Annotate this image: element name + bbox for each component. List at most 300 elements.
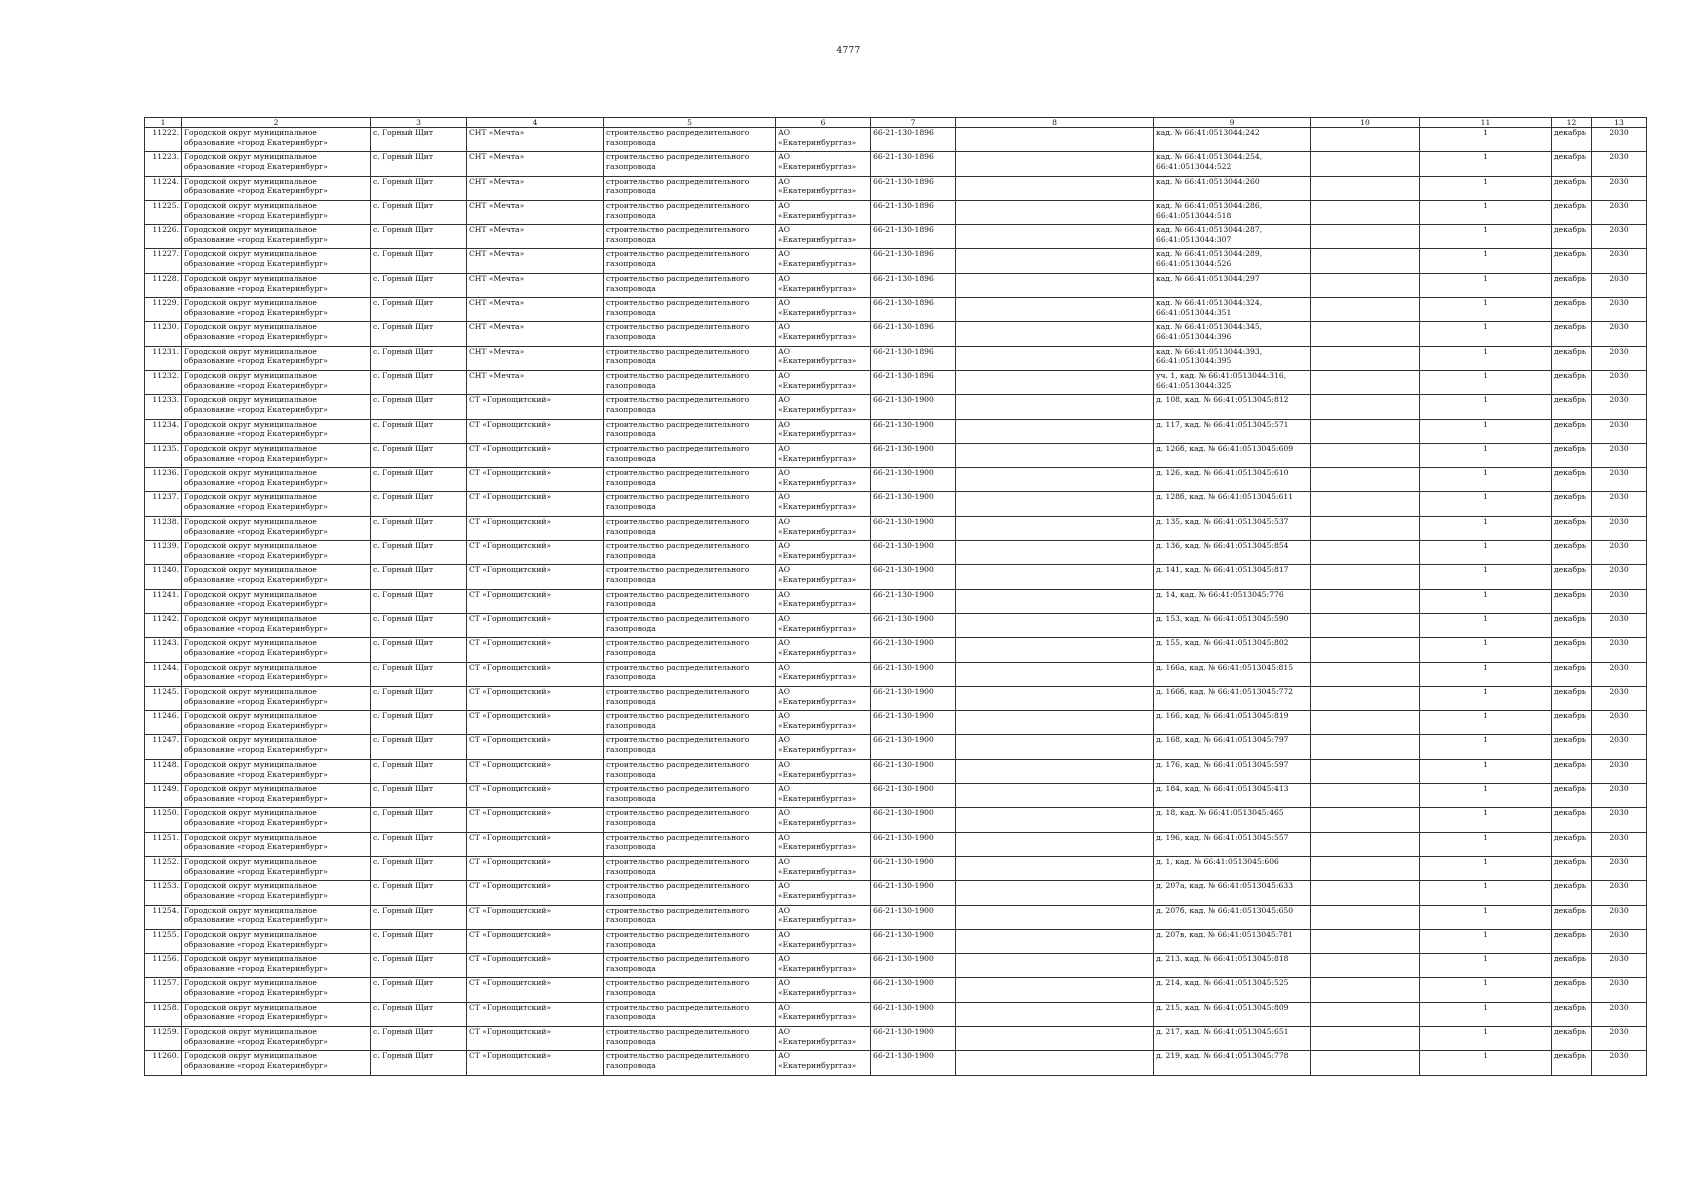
- table-row: [145, 1026, 1647, 1050]
- cell-empty-col-8: [956, 978, 1154, 1002]
- cell-municipality: Городской округ муниципальное образование «город Екатеринбург»: [182, 954, 371, 978]
- cell-cadastral-number: кад. № 66:41:0513044:260: [1154, 176, 1311, 200]
- cell-quantity: 1: [1420, 468, 1552, 492]
- cell-empty-col-10: [1311, 249, 1420, 273]
- cell-cadastral-number: д. 213, кад. № 66:41:0513045:818: [1154, 954, 1311, 978]
- cell-cadastral-number: д. 217, кад. № 66:41:0513045:651: [1154, 1026, 1311, 1050]
- cell-empty-col-8: [956, 954, 1154, 978]
- table-row: [145, 784, 1647, 808]
- cell-work-type: строительство распределительного газопровода: [604, 1026, 776, 1050]
- cell-cadastral-number: д. 219, кад. № 66:41:0513045:778: [1154, 1051, 1311, 1075]
- cell-empty-col-10: [1311, 370, 1420, 394]
- registry-table: [144, 117, 1647, 1076]
- cell-registry-code: 66-21-130-1900: [871, 492, 956, 516]
- cell-row-number: 11231.: [145, 346, 182, 370]
- column-header-work-type: 5: [604, 118, 776, 128]
- cell-month: декабрь: [1552, 225, 1592, 249]
- cell-quantity: 1: [1420, 298, 1552, 322]
- cell-work-type: строительство распределительного газопровода: [604, 905, 776, 929]
- cell-year: 2030: [1592, 298, 1647, 322]
- cell-quantity: 1: [1420, 541, 1552, 565]
- cell-municipality: Городской округ муниципальное образование «город Екатеринбург»: [182, 638, 371, 662]
- cell-empty-col-8: [956, 176, 1154, 200]
- cell-year: 2030: [1592, 176, 1647, 200]
- table-row: [145, 249, 1647, 273]
- table-row: [145, 468, 1647, 492]
- cell-cadastral-number: д. 166а, кад. № 66:41:0513045:815: [1154, 662, 1311, 686]
- cell-registry-code: 66-21-130-1900: [871, 735, 956, 759]
- cell-work-type: строительство распределительного газопровода: [604, 686, 776, 710]
- column-header-registry-code: 7: [871, 118, 956, 128]
- cell-registry-code: 66-21-130-1900: [871, 613, 956, 637]
- cell-settlement: с. Горный Щит: [371, 978, 467, 1002]
- cell-year: 2030: [1592, 492, 1647, 516]
- cell-empty-col-8: [956, 565, 1154, 589]
- cell-year: 2030: [1592, 638, 1647, 662]
- cell-quantity: 1: [1420, 905, 1552, 929]
- cell-quantity: 1: [1420, 200, 1552, 224]
- cell-cadastral-number: д. 1, кад. № 66:41:0513045:606: [1154, 856, 1311, 880]
- cell-quantity: 1: [1420, 516, 1552, 540]
- cell-registry-code: 66-21-130-1900: [871, 662, 956, 686]
- cell-registry-code: 66-21-130-1900: [871, 929, 956, 953]
- cell-work-type: строительство распределительного газопровода: [604, 443, 776, 467]
- cell-month: декабрь: [1552, 856, 1592, 880]
- cell-cadastral-number: уч. 1, кад. № 66:41:0513044:316, 66:41:0513044:325: [1154, 370, 1311, 394]
- cell-organization: АО «Екатеринбурггаз»: [776, 492, 871, 516]
- cell-row-number: 11230.: [145, 322, 182, 346]
- cell-registry-code: 66-21-130-1896: [871, 273, 956, 297]
- cell-month: декабрь: [1552, 613, 1592, 637]
- cell-cadastral-number: кад. № 66:41:0513044:324, 66:41:0513044:351: [1154, 298, 1311, 322]
- table-row: [145, 516, 1647, 540]
- cell-empty-col-10: [1311, 200, 1420, 224]
- cell-municipality: Городской округ муниципальное образование «город Екатеринбург»: [182, 370, 371, 394]
- cell-settlement: с. Горный Щит: [371, 273, 467, 297]
- cell-month: декабрь: [1552, 638, 1592, 662]
- table-row: [145, 176, 1647, 200]
- cell-object-name: СНТ «Мечта»: [467, 128, 604, 152]
- cell-work-type: строительство распределительного газопровода: [604, 808, 776, 832]
- cell-empty-col-8: [956, 395, 1154, 419]
- cell-month: декабрь: [1552, 492, 1592, 516]
- cell-cadastral-number: д. 155, кад. № 66:41:0513045:802: [1154, 638, 1311, 662]
- cell-work-type: строительство распределительного газопровода: [604, 929, 776, 953]
- cell-year: 2030: [1592, 225, 1647, 249]
- header-row: [145, 118, 1647, 128]
- cell-organization: АО «Екатеринбурггаз»: [776, 662, 871, 686]
- cell-quantity: 1: [1420, 443, 1552, 467]
- cell-empty-col-8: [956, 832, 1154, 856]
- cell-work-type: строительство распределительного газопровода: [604, 273, 776, 297]
- cell-organization: АО «Екатеринбурггаз»: [776, 443, 871, 467]
- cell-empty-col-10: [1311, 492, 1420, 516]
- cell-registry-code: 66-21-130-1900: [871, 954, 956, 978]
- cell-municipality: Городской округ муниципальное образование «город Екатеринбург»: [182, 1051, 371, 1075]
- cell-empty-col-8: [956, 273, 1154, 297]
- cell-settlement: с. Горный Щит: [371, 711, 467, 735]
- cell-row-number: 11241.: [145, 589, 182, 613]
- cell-year: 2030: [1592, 589, 1647, 613]
- table-row: [145, 346, 1647, 370]
- cell-year: 2030: [1592, 1002, 1647, 1026]
- cell-object-name: СТ «Горнощитский»: [467, 954, 604, 978]
- cell-work-type: строительство распределительного газопровода: [604, 395, 776, 419]
- cell-organization: АО «Екатеринбурггаз»: [776, 249, 871, 273]
- cell-object-name: СТ «Горнощитский»: [467, 492, 604, 516]
- cell-month: декабрь: [1552, 929, 1592, 953]
- table-row: [145, 1051, 1647, 1075]
- cell-quantity: 1: [1420, 589, 1552, 613]
- cell-empty-col-8: [956, 638, 1154, 662]
- cell-object-name: СНТ «Мечта»: [467, 152, 604, 176]
- cell-work-type: строительство распределительного газопровода: [604, 468, 776, 492]
- cell-quantity: 1: [1420, 954, 1552, 978]
- cell-organization: АО «Екатеринбурггаз»: [776, 856, 871, 880]
- cell-organization: АО «Екатеринбурггаз»: [776, 759, 871, 783]
- cell-registry-code: 66-21-130-1896: [871, 225, 956, 249]
- cell-month: декабрь: [1552, 346, 1592, 370]
- cell-municipality: Городской округ муниципальное образование «город Екатеринбург»: [182, 565, 371, 589]
- cell-quantity: 1: [1420, 419, 1552, 443]
- cell-settlement: с. Горный Щит: [371, 832, 467, 856]
- cell-quantity: 1: [1420, 492, 1552, 516]
- cell-empty-col-10: [1311, 881, 1420, 905]
- table-row: [145, 856, 1647, 880]
- cell-registry-code: 66-21-130-1900: [871, 638, 956, 662]
- cell-work-type: строительство распределительного газопровода: [604, 856, 776, 880]
- cell-month: декабрь: [1552, 395, 1592, 419]
- table-row: [145, 395, 1647, 419]
- cell-empty-col-10: [1311, 662, 1420, 686]
- cell-year: 2030: [1592, 1026, 1647, 1050]
- cell-empty-col-10: [1311, 978, 1420, 1002]
- cell-cadastral-number: д. 176, кад. № 66:41:0513045:597: [1154, 759, 1311, 783]
- cell-municipality: Городской округ муниципальное образование «город Екатеринбург»: [182, 492, 371, 516]
- table-row: [145, 322, 1647, 346]
- cell-cadastral-number: д. 135, кад. № 66:41:0513045:537: [1154, 516, 1311, 540]
- cell-registry-code: 66-21-130-1896: [871, 322, 956, 346]
- cell-municipality: Городской округ муниципальное образование «город Екатеринбург»: [182, 759, 371, 783]
- cell-organization: АО «Екатеринбурггаз»: [776, 541, 871, 565]
- cell-settlement: с. Горный Щит: [371, 468, 467, 492]
- cell-row-number: 11233.: [145, 395, 182, 419]
- cell-object-name: СТ «Горнощитский»: [467, 419, 604, 443]
- table-row: [145, 419, 1647, 443]
- cell-quantity: 1: [1420, 759, 1552, 783]
- cell-organization: АО «Екатеринбурггаз»: [776, 200, 871, 224]
- cell-object-name: СНТ «Мечта»: [467, 322, 604, 346]
- table-row: [145, 613, 1647, 637]
- cell-registry-code: 66-21-130-1900: [871, 516, 956, 540]
- cell-row-number: 11243.: [145, 638, 182, 662]
- cell-month: декабрь: [1552, 541, 1592, 565]
- cell-organization: АО «Екатеринбурггаз»: [776, 711, 871, 735]
- cell-empty-col-8: [956, 152, 1154, 176]
- table-row: [145, 1002, 1647, 1026]
- cell-month: декабрь: [1552, 565, 1592, 589]
- cell-municipality: Городской округ муниципальное образование «город Екатеринбург»: [182, 468, 371, 492]
- cell-year: 2030: [1592, 978, 1647, 1002]
- cell-settlement: с. Горный Щит: [371, 662, 467, 686]
- cell-municipality: Городской округ муниципальное образование «город Екатеринбург»: [182, 176, 371, 200]
- cell-row-number: 11259.: [145, 1026, 182, 1050]
- cell-year: 2030: [1592, 905, 1647, 929]
- cell-organization: АО «Екатеринбурггаз»: [776, 298, 871, 322]
- cell-month: декабрь: [1552, 468, 1592, 492]
- cell-month: декабрь: [1552, 808, 1592, 832]
- cell-municipality: Городской округ муниципальное образование «город Екатеринбург»: [182, 419, 371, 443]
- cell-row-number: 11252.: [145, 856, 182, 880]
- cell-municipality: Городской округ муниципальное образование «город Екатеринбург»: [182, 808, 371, 832]
- cell-quantity: 1: [1420, 808, 1552, 832]
- cell-work-type: строительство распределительного газопровода: [604, 832, 776, 856]
- cell-year: 2030: [1592, 832, 1647, 856]
- cell-row-number: 11246.: [145, 711, 182, 735]
- cell-registry-code: 66-21-130-1896: [871, 249, 956, 273]
- cell-work-type: строительство распределительного газопровода: [604, 541, 776, 565]
- cell-month: декабрь: [1552, 249, 1592, 273]
- cell-empty-col-8: [956, 443, 1154, 467]
- column-header-object-name: 4: [467, 118, 604, 128]
- cell-work-type: строительство распределительного газопровода: [604, 613, 776, 637]
- table-row: [145, 905, 1647, 929]
- cell-quantity: 1: [1420, 638, 1552, 662]
- cell-work-type: строительство распределительного газопровода: [604, 565, 776, 589]
- cell-work-type: строительство распределительного газопровода: [604, 152, 776, 176]
- cell-work-type: строительство распределительного газопровода: [604, 978, 776, 1002]
- table-row: [145, 929, 1647, 953]
- table-row: [145, 565, 1647, 589]
- table-header: [145, 118, 1647, 128]
- cell-work-type: строительство распределительного газопровода: [604, 1002, 776, 1026]
- cell-month: декабрь: [1552, 273, 1592, 297]
- cell-empty-col-10: [1311, 443, 1420, 467]
- cell-month: декабрь: [1552, 152, 1592, 176]
- cell-work-type: строительство распределительного газопровода: [604, 759, 776, 783]
- cell-registry-code: 66-21-130-1900: [871, 1002, 956, 1026]
- cell-organization: АО «Екатеринбурггаз»: [776, 370, 871, 394]
- cell-settlement: с. Горный Щит: [371, 613, 467, 637]
- cell-month: декабрь: [1552, 200, 1592, 224]
- cell-municipality: Городской округ муниципальное образование «город Екатеринбург»: [182, 395, 371, 419]
- cell-work-type: строительство распределительного газопровода: [604, 735, 776, 759]
- cell-cadastral-number: д. 126, кад. № 66:41:0513045:610: [1154, 468, 1311, 492]
- cell-row-number: 11250.: [145, 808, 182, 832]
- cell-row-number: 11248.: [145, 759, 182, 783]
- cell-empty-col-10: [1311, 225, 1420, 249]
- table-row: [145, 298, 1647, 322]
- cell-cadastral-number: д. 14, кад. № 66:41:0513045:776: [1154, 589, 1311, 613]
- cell-empty-col-8: [956, 346, 1154, 370]
- cell-object-name: СТ «Горнощитский»: [467, 565, 604, 589]
- cell-empty-col-10: [1311, 954, 1420, 978]
- cell-cadastral-number: д. 168, кад. № 66:41:0513045:797: [1154, 735, 1311, 759]
- cell-empty-col-10: [1311, 468, 1420, 492]
- cell-organization: АО «Екатеринбурггаз»: [776, 516, 871, 540]
- cell-municipality: Городской округ муниципальное образование «город Екатеринбург»: [182, 346, 371, 370]
- cell-year: 2030: [1592, 565, 1647, 589]
- cell-quantity: 1: [1420, 978, 1552, 1002]
- cell-cadastral-number: кад. № 66:41:0513044:289, 66:41:0513044:526: [1154, 249, 1311, 273]
- table-row: [145, 686, 1647, 710]
- cell-quantity: 1: [1420, 832, 1552, 856]
- cell-registry-code: 66-21-130-1900: [871, 1026, 956, 1050]
- cell-row-number: 11257.: [145, 978, 182, 1002]
- cell-settlement: с. Горный Щит: [371, 929, 467, 953]
- column-header-settlement: 3: [371, 118, 467, 128]
- cell-empty-col-8: [956, 1002, 1154, 1026]
- cell-cadastral-number: кад. № 66:41:0513044:345, 66:41:0513044:396: [1154, 322, 1311, 346]
- cell-registry-code: 66-21-130-1900: [871, 978, 956, 1002]
- cell-settlement: с. Горный Щит: [371, 784, 467, 808]
- cell-year: 2030: [1592, 929, 1647, 953]
- cell-organization: АО «Екатеринбурггаз»: [776, 954, 871, 978]
- cell-row-number: 11251.: [145, 832, 182, 856]
- cell-settlement: с. Горный Щит: [371, 541, 467, 565]
- cell-month: декабрь: [1552, 589, 1592, 613]
- cell-cadastral-number: д. 166б, кад. № 66:41:0513045:772: [1154, 686, 1311, 710]
- cell-empty-col-10: [1311, 128, 1420, 152]
- cell-cadastral-number: кад. № 66:41:0513044:254, 66:41:0513044:522: [1154, 152, 1311, 176]
- table-row: [145, 152, 1647, 176]
- cell-work-type: строительство распределительного газопровода: [604, 419, 776, 443]
- cell-empty-col-8: [956, 322, 1154, 346]
- cell-registry-code: 66-21-130-1900: [871, 808, 956, 832]
- cell-year: 2030: [1592, 273, 1647, 297]
- cell-registry-code: 66-21-130-1896: [871, 298, 956, 322]
- cell-empty-col-10: [1311, 711, 1420, 735]
- table-row: [145, 638, 1647, 662]
- cell-registry-code: 66-21-130-1900: [871, 856, 956, 880]
- cell-organization: АО «Екатеринбурггаз»: [776, 589, 871, 613]
- cell-organization: АО «Екатеринбурггаз»: [776, 905, 871, 929]
- cell-work-type: строительство распределительного газопровода: [604, 249, 776, 273]
- column-header-organization: 6: [776, 118, 871, 128]
- cell-organization: АО «Екатеринбурггаз»: [776, 978, 871, 1002]
- cell-work-type: строительство распределительного газопровода: [604, 346, 776, 370]
- cell-registry-code: 66-21-130-1896: [871, 128, 956, 152]
- cell-empty-col-10: [1311, 832, 1420, 856]
- cell-year: 2030: [1592, 200, 1647, 224]
- cell-municipality: Городской округ муниципальное образование «город Екатеринбург»: [182, 978, 371, 1002]
- column-header-municipality: 2: [182, 118, 371, 128]
- cell-municipality: Городской округ муниципальное образование «город Екатеринбург»: [182, 784, 371, 808]
- cell-month: декабрь: [1552, 954, 1592, 978]
- cell-settlement: с. Горный Щит: [371, 249, 467, 273]
- cell-municipality: Городской округ муниципальное образование «город Екатеринбург»: [182, 322, 371, 346]
- cell-year: 2030: [1592, 395, 1647, 419]
- cell-cadastral-number: д. 141, кад. № 66:41:0513045:817: [1154, 565, 1311, 589]
- cell-municipality: Городской округ муниципальное образование «город Екатеринбург»: [182, 711, 371, 735]
- cell-empty-col-8: [956, 249, 1154, 273]
- cell-object-name: СТ «Горнощитский»: [467, 905, 604, 929]
- cell-settlement: с. Горный Щит: [371, 1002, 467, 1026]
- cell-empty-col-10: [1311, 152, 1420, 176]
- cell-object-name: СНТ «Мечта»: [467, 370, 604, 394]
- cell-registry-code: 66-21-130-1900: [871, 468, 956, 492]
- cell-municipality: Городской округ муниципальное образование «город Екатеринбург»: [182, 249, 371, 273]
- cell-cadastral-number: кад. № 66:41:0513044:297: [1154, 273, 1311, 297]
- cell-cadastral-number: д. 128б, кад. № 66:41:0513045:611: [1154, 492, 1311, 516]
- cell-object-name: СТ «Горнощитский»: [467, 735, 604, 759]
- cell-settlement: с. Горный Щит: [371, 200, 467, 224]
- cell-row-number: 11235.: [145, 443, 182, 467]
- cell-registry-code: 66-21-130-1896: [871, 176, 956, 200]
- cell-year: 2030: [1592, 808, 1647, 832]
- cell-month: декабрь: [1552, 711, 1592, 735]
- table-row: [145, 200, 1647, 224]
- cell-quantity: 1: [1420, 128, 1552, 152]
- cell-object-name: СТ «Горнощитский»: [467, 1002, 604, 1026]
- cell-registry-code: 66-21-130-1900: [871, 1051, 956, 1075]
- cell-row-number: 11260.: [145, 1051, 182, 1075]
- cell-settlement: с. Горный Щит: [371, 516, 467, 540]
- cell-cadastral-number: д. 117, кад. № 66:41:0513045:571: [1154, 419, 1311, 443]
- cell-quantity: 1: [1420, 346, 1552, 370]
- cell-quantity: 1: [1420, 784, 1552, 808]
- cell-quantity: 1: [1420, 273, 1552, 297]
- cell-municipality: Городской округ муниципальное образование «город Екатеринбург»: [182, 905, 371, 929]
- cell-row-number: 11223.: [145, 152, 182, 176]
- cell-municipality: Городской округ муниципальное образование «город Екатеринбург»: [182, 589, 371, 613]
- cell-municipality: Городской округ муниципальное образование «город Екатеринбург»: [182, 225, 371, 249]
- cell-organization: АО «Екатеринбурггаз»: [776, 784, 871, 808]
- cell-month: декабрь: [1552, 443, 1592, 467]
- cell-year: 2030: [1592, 1051, 1647, 1075]
- cell-empty-col-8: [956, 735, 1154, 759]
- cell-empty-col-8: [956, 1051, 1154, 1075]
- column-header-quantity: 11: [1420, 118, 1552, 128]
- cell-organization: АО «Екатеринбурггаз»: [776, 881, 871, 905]
- cell-object-name: СТ «Горнощитский»: [467, 589, 604, 613]
- cell-quantity: 1: [1420, 322, 1552, 346]
- cell-month: декабрь: [1552, 370, 1592, 394]
- cell-municipality: Городской округ муниципальное образование «город Екатеринбург»: [182, 856, 371, 880]
- cell-cadastral-number: д. 126б, кад. № 66:41:0513045:609: [1154, 443, 1311, 467]
- cell-work-type: строительство распределительного газопровода: [604, 589, 776, 613]
- cell-month: декабрь: [1552, 832, 1592, 856]
- cell-work-type: строительство распределительного газопровода: [604, 200, 776, 224]
- cell-municipality: Городской округ муниципальное образование «город Екатеринбург»: [182, 516, 371, 540]
- cell-registry-code: 66-21-130-1900: [871, 565, 956, 589]
- cell-registry-code: 66-21-130-1900: [871, 832, 956, 856]
- cell-cadastral-number: кад. № 66:41:0513044:286, 66:41:0513044:518: [1154, 200, 1311, 224]
- cell-empty-col-8: [956, 905, 1154, 929]
- cell-settlement: с. Горный Щит: [371, 298, 467, 322]
- cell-empty-col-10: [1311, 346, 1420, 370]
- cell-year: 2030: [1592, 954, 1647, 978]
- cell-object-name: СНТ «Мечта»: [467, 249, 604, 273]
- cell-empty-col-10: [1311, 565, 1420, 589]
- cell-month: декабрь: [1552, 759, 1592, 783]
- cell-empty-col-8: [956, 225, 1154, 249]
- cell-empty-col-10: [1311, 929, 1420, 953]
- cell-work-type: строительство распределительного газопровода: [604, 711, 776, 735]
- cell-quantity: 1: [1420, 662, 1552, 686]
- cell-cadastral-number: кад. № 66:41:0513044:287, 66:41:0513044:307: [1154, 225, 1311, 249]
- cell-registry-code: 66-21-130-1900: [871, 759, 956, 783]
- cell-settlement: с. Горный Щит: [371, 128, 467, 152]
- cell-empty-col-8: [956, 541, 1154, 565]
- cell-object-name: СНТ «Мечта»: [467, 346, 604, 370]
- cell-settlement: с. Горный Щит: [371, 1051, 467, 1075]
- cell-registry-code: 66-21-130-1900: [871, 541, 956, 565]
- cell-empty-col-10: [1311, 686, 1420, 710]
- cell-work-type: строительство распределительного газопровода: [604, 662, 776, 686]
- cell-object-name: СТ «Горнощитский»: [467, 856, 604, 880]
- cell-object-name: СТ «Горнощитский»: [467, 929, 604, 953]
